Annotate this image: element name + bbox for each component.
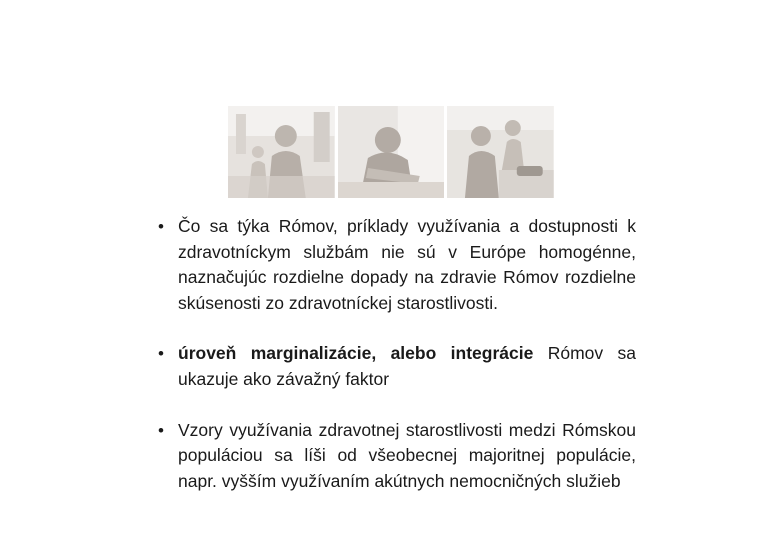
photo-strip <box>228 106 554 198</box>
bullet-item <box>158 214 636 316</box>
classroom-photo-1 <box>228 106 335 198</box>
bullet-item <box>158 418 636 495</box>
classroom-photo-3 <box>447 106 554 198</box>
bullet-bold-text: úroveň marginalizácie, alebo integrácie <box>178 343 534 364</box>
bullet-dot: • <box>158 217 164 236</box>
classroom-photo-2 <box>338 106 445 198</box>
bullet-rest-text: Rómov sa ukazuje ako závažný faktor <box>178 343 636 389</box>
bullet-dot: • <box>158 344 164 364</box>
bullet-item <box>158 341 636 392</box>
bullet-text: Vzory využívania zdravotnej starostlivosti medzi Rómskou populáciou sa líši od všeobecnej majoritnej populácie, napr. vyšším využívaním akútnych nemocničných služieb <box>178 419 636 491</box>
bullet-text <box>178 341 636 392</box>
bullet-text: Čo sa týka Rómov, príklady využívania a dostupnosti k zdravotníckym službám nie sú v Európe homogénne, naznačujúc rozdielne dopady na zdravie Rómov rozdielne skúsenosti zo zdravotníckej starostlivosti. <box>178 216 636 313</box>
bullet-list <box>158 214 636 494</box>
bullet-dot: • <box>158 420 164 440</box>
